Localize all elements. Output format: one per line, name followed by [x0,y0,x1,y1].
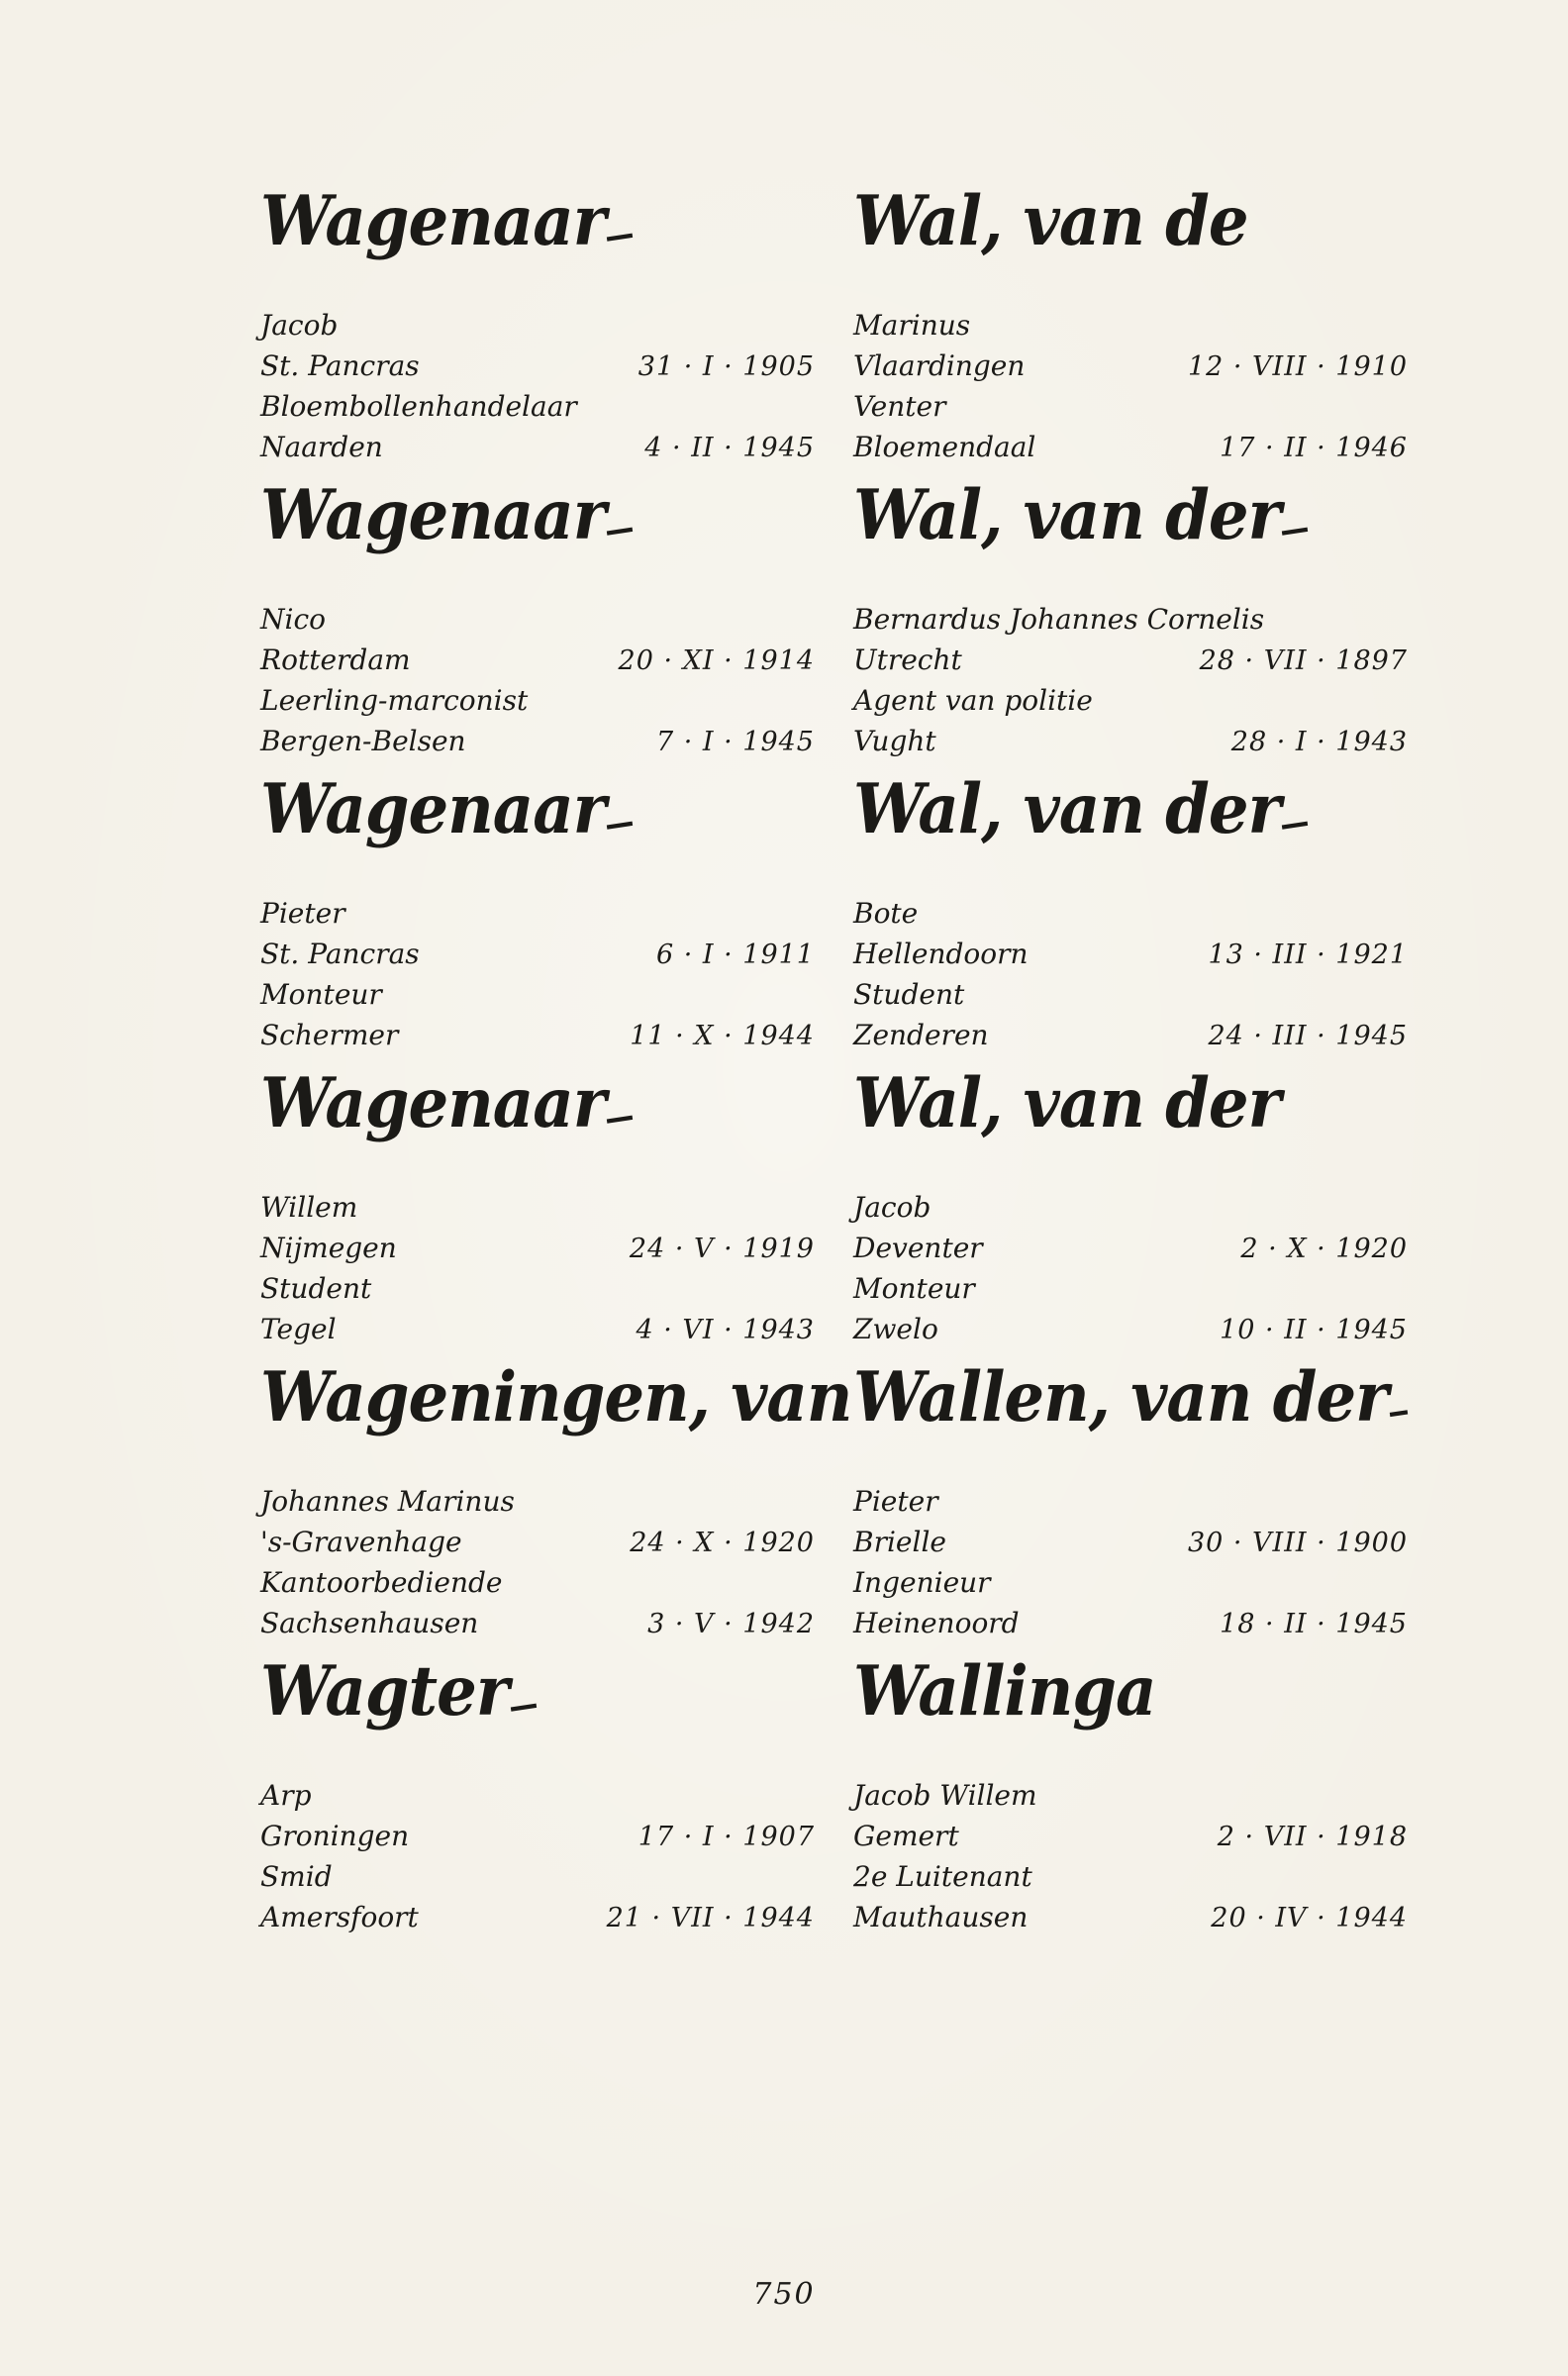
death-row [853,1603,1408,1643]
death-place: Mauthausen [853,1901,1029,1933]
death-row [260,1897,815,1937]
surname [853,181,1408,314]
given-names: Bernardus Johannes Cornelis [853,603,1265,636]
entry-left-4 [260,1357,852,1658]
birth-date: 2 · VII · 1918 [1217,1822,1408,1852]
occupation: Bloembollenhandelaar [260,390,577,423]
surname-text: Wal, van der [853,475,1281,556]
given-names-row [853,1775,1408,1816]
death-date: 18 · II · 1945 [1220,1609,1408,1639]
entry-left-1 [260,475,815,776]
death-place: Zwelo [853,1313,938,1345]
surname [853,1357,1408,1490]
death-date: 10 · II · 1945 [1220,1315,1408,1345]
given-names: Marinus [853,309,971,342]
occupation-row [260,974,815,1015]
occupation-row [853,1856,1408,1897]
given-names-row [853,599,1408,640]
entry-details [260,1187,815,1349]
occupation-row [260,386,815,427]
occupation-row [853,1562,1408,1603]
surname-text: Wagenaar [260,1063,606,1144]
birthplace: Vlaardingen [853,349,1026,382]
surname [260,1357,852,1490]
given-names: Willem [260,1191,358,1224]
death-row [260,1603,815,1643]
entry-details [260,1481,815,1643]
occupation: Student [853,978,965,1011]
birthplace: Rotterdam [260,644,411,676]
surname-text: Wagenaar [260,769,606,850]
birthplace: Hellendoorn [853,938,1029,970]
flourish [607,822,633,830]
surname-text: Wagter [260,1651,509,1732]
birthplace: 's-Gravenhage [260,1526,462,1558]
flourish [510,1704,536,1712]
entry-details [853,1775,1408,1937]
death-place: Schermer [260,1019,399,1051]
occupation-row [853,386,1408,427]
birth-date: 31 · I · 1905 [637,351,815,382]
death-place: Vught [853,725,936,757]
occupation-row [260,680,815,721]
birth-row [260,1228,815,1268]
occupation: Agent van politie [853,684,1093,717]
surname-text: Wal, van der [853,1063,1281,1144]
birth-date: 6 · I · 1911 [655,940,815,970]
given-names: Pieter [853,1485,938,1518]
occupation: Venter [853,390,946,423]
entry-right-1 [853,475,1408,776]
occupation: Smid [260,1860,333,1893]
given-names: Arp [260,1779,312,1812]
death-place: Sachsenhausen [260,1607,479,1639]
flourish [1390,1410,1409,1417]
entry-right-2 [853,769,1408,1070]
death-date: 28 · I · 1943 [1230,727,1408,757]
given-names-row [853,1481,1408,1522]
surname-text: Wal, van de [853,181,1248,262]
entry-details [853,1481,1408,1643]
flourish [607,1116,633,1124]
entry-right-5 [853,1651,1408,1952]
entry-left-0 [260,181,815,482]
surname [853,475,1408,608]
given-names-row [260,1775,815,1816]
given-names-row [260,1187,815,1228]
birth-row [260,1816,815,1856]
death-place: Zenderen [853,1019,989,1051]
birthplace: Deventer [853,1232,983,1264]
given-names: Nico [260,603,326,636]
birth-row [853,934,1408,974]
birth-row [260,640,815,680]
given-names: Jacob [853,1191,931,1224]
entry-left-3 [260,1063,815,1364]
death-row [853,1309,1408,1349]
birthplace: Groningen [260,1820,410,1852]
entry-details [260,305,815,467]
surname [260,769,815,902]
occupation-row [853,974,1408,1015]
flourish [1282,528,1308,536]
death-date: 21 · VII · 1944 [606,1903,815,1933]
birthplace: St. Pancras [260,938,420,970]
death-date: 20 · IV · 1944 [1211,1903,1408,1933]
given-names-row [853,893,1408,934]
occupation-row [260,1856,815,1897]
occupation: Kantoorbediende [260,1566,503,1599]
birth-row [260,934,815,974]
death-row [853,721,1408,761]
birth-date: 24 · X · 1920 [630,1528,815,1558]
surname-text: Wagenaar [260,475,606,556]
flourish [1282,822,1308,830]
birth-row [853,346,1408,386]
death-row [260,1015,815,1055]
surname [260,181,815,314]
death-date: 3 · V · 1942 [647,1609,815,1639]
death-date: 17 · II · 1946 [1220,433,1408,463]
birth-row [853,1816,1408,1856]
surname-text: Wal, van der [853,769,1281,850]
given-names-row [260,1481,815,1522]
birthplace: Nijmegen [260,1232,397,1264]
page-number: 750 [752,2277,816,2312]
given-names-row [260,893,815,934]
birth-row [853,640,1408,680]
surname [260,1063,815,1196]
death-date: 4 · VI · 1943 [636,1315,815,1345]
entry-details [260,599,815,761]
entry-details [260,1775,815,1937]
death-place: Bloemendaal [853,431,1036,463]
entry-details [853,599,1408,761]
death-place: Tegel [260,1313,337,1345]
death-date: 7 · I · 1945 [655,727,815,757]
given-names-row [260,599,815,640]
death-place: Amersfoort [260,1901,419,1933]
birth-date: 30 · VIII · 1900 [1187,1528,1408,1558]
entry-right-4 [853,1357,1408,1658]
surname [853,1063,1408,1196]
entry-left-2 [260,769,815,1070]
entry-details [260,893,815,1055]
birth-row [260,346,815,386]
surname-text: Wallinga [853,1651,1156,1732]
given-names-row [853,1187,1408,1228]
death-place: Heinenoord [853,1607,1020,1639]
birth-date: 20 · XI · 1914 [618,645,815,676]
birthplace: St. Pancras [260,349,420,382]
birth-row [853,1522,1408,1562]
death-date: 4 · II · 1945 [644,433,815,463]
surname [260,1651,815,1784]
occupation: 2e Luitenant [853,1860,1032,1893]
birth-date: 28 · VII · 1897 [1199,645,1408,676]
birthplace: Brielle [853,1526,946,1558]
birth-date: 13 · III · 1921 [1208,940,1408,970]
entry-right-0 [853,181,1408,482]
surname-text: Wageningen, van [260,1357,852,1438]
given-names: Jacob [260,309,339,342]
death-row [260,1309,815,1349]
birth-date: 17 · I · 1907 [637,1822,815,1852]
occupation: Student [260,1272,372,1305]
death-place: Bergen-Belsen [260,725,466,757]
birth-date: 12 · VIII · 1910 [1187,351,1408,382]
birth-row [853,1228,1408,1268]
death-row [260,721,815,761]
death-row [260,427,815,467]
given-names-row [260,305,815,346]
death-row [853,1015,1408,1055]
given-names: Pieter [260,897,345,930]
given-names: Johannes Marinus [260,1485,515,1518]
surname [260,475,815,608]
occupation-row [260,1562,815,1603]
surname [853,1651,1408,1784]
birth-date: 24 · V · 1919 [629,1234,815,1264]
occupation-row [260,1268,815,1309]
occupation-row [853,1268,1408,1309]
left-column [260,181,852,1952]
occupation: Monteur [260,978,382,1011]
given-names: Bote [853,897,919,930]
birth-date: 2 · X · 1920 [1240,1234,1408,1264]
given-names-row [853,305,1408,346]
surname [853,769,1408,902]
birthplace: Utrecht [853,644,962,676]
surname-text: Wallen, van der [853,1357,1388,1438]
death-row [853,1897,1408,1937]
occupation: Ingenieur [853,1566,991,1599]
birth-row [260,1522,815,1562]
entry-details [853,305,1408,467]
occupation: Monteur [853,1272,975,1305]
death-date: 11 · X · 1944 [630,1021,815,1051]
surname-text: Wagenaar [260,181,606,262]
death-place: Naarden [260,431,383,463]
death-row [853,427,1408,467]
entry-details [853,1187,1408,1349]
entry-left-5 [260,1651,815,1952]
right-column [853,181,1408,1952]
birthplace: Gemert [853,1820,959,1852]
death-date: 24 · III · 1945 [1208,1021,1408,1051]
entry-right-3 [853,1063,1408,1364]
occupation-row [853,680,1408,721]
given-names: Jacob Willem [853,1779,1037,1812]
occupation: Leerling-marconist [260,684,529,717]
flourish [607,528,633,536]
flourish [607,234,633,242]
entry-details [853,893,1408,1055]
